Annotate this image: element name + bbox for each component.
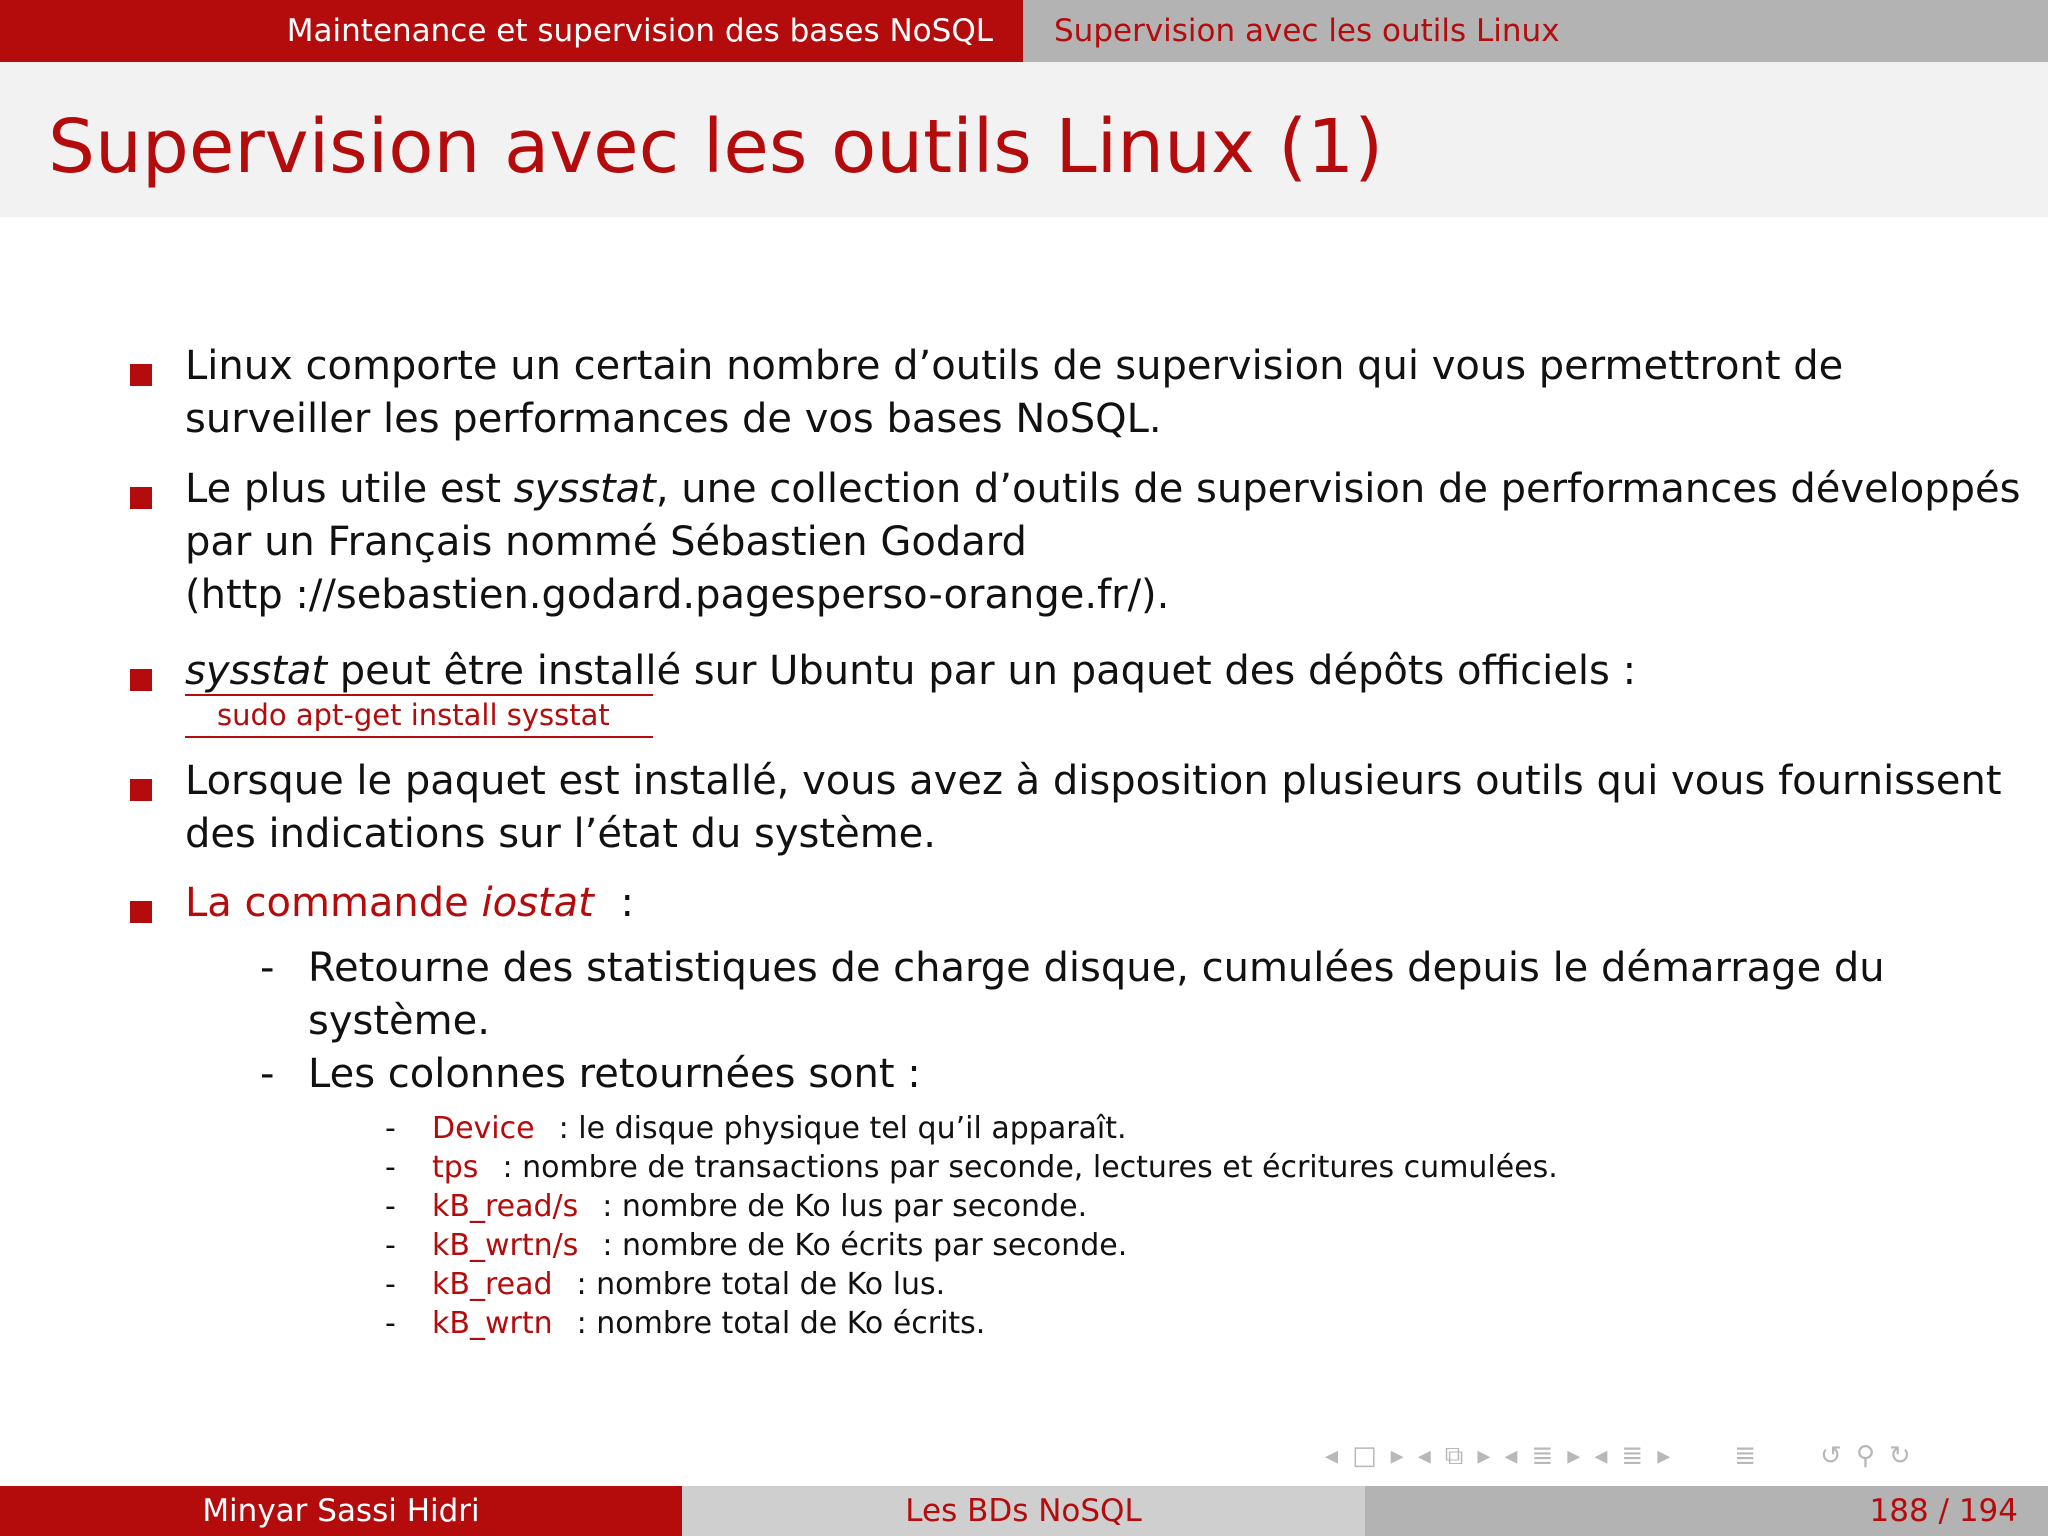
footer-page-number: 188 / 194: [1365, 1486, 2048, 1536]
column-item-kb-wrtn: [0, 1304, 2048, 1344]
column-item-kb-wrtn-per-s: [0, 1226, 2048, 1266]
column-term: [432, 1148, 1558, 1188]
dash-marker: -: [385, 1189, 396, 1224]
beamer-navigation-symbols: [1325, 1438, 1911, 1474]
section-next-icon[interactable]: ▸: [1567, 1441, 1581, 1471]
column-term: [432, 1265, 945, 1305]
column-item-kb-read-per-s: [0, 1187, 2048, 1227]
toc-icon[interactable]: ≣: [1734, 1441, 1757, 1471]
dash-marker: -: [385, 1228, 396, 1263]
bullet-line: surveiller les performances de vos bases NoSQL.: [185, 396, 1162, 442]
column-term-label: tps: [432, 1150, 479, 1185]
frame-prev-icon[interactable]: ◂: [1325, 1441, 1339, 1471]
column-description: : nombre de transactions par seconde, lectures et écritures cumulées.: [502, 1150, 1558, 1185]
dash-marker: -: [385, 1306, 396, 1341]
sysstat-url: (http ://sebastien.godard.pagesperso-orange.fr/).: [185, 572, 1170, 618]
sub-item-line: système.: [308, 998, 490, 1044]
sysstat-term: sysstat: [513, 466, 656, 512]
sub-item-text: Les colonnes retournées sont :: [308, 1051, 921, 1097]
nav-subsection-current[interactable]: Supervision avec les outils Linux: [1023, 0, 2048, 62]
install-command: sudo apt-get install sysstat: [217, 698, 610, 732]
column-term: [432, 1304, 985, 1344]
frame-icon[interactable]: □: [1352, 1441, 1377, 1471]
bullet-text: [185, 645, 1985, 698]
bullet-text-run: La commande: [185, 880, 482, 926]
bullet-line: [185, 645, 1985, 698]
subsection-list-next-icon[interactable]: ▸: [1657, 1441, 1671, 1471]
bullet-square-icon: [130, 901, 152, 923]
subsection-next-icon[interactable]: ▸: [1477, 1441, 1491, 1471]
section-prev-icon[interactable]: ◂: [1504, 1441, 1518, 1471]
column-term-label: kB_wrtn: [432, 1306, 553, 1341]
dash-marker: -: [385, 1111, 396, 1146]
bullet-text-run: :: [607, 880, 634, 926]
subsection-prev-icon[interactable]: ◂: [1417, 1441, 1431, 1471]
page-title: Supervision avec les outils Linux (1): [48, 104, 1384, 190]
search-icon[interactable]: ⚲: [1855, 1441, 1875, 1471]
footer-short-title: Les BDs NoSQL: [682, 1486, 1365, 1536]
sub-item-line: Retourne des statistiques de charge disque, cumulées depuis le démarrage du: [308, 945, 1885, 991]
column-term: [432, 1226, 1127, 1266]
column-description: : nombre total de Ko lus.: [576, 1267, 946, 1302]
column-term-label: kB_wrtn/s: [432, 1228, 579, 1263]
dash-marker: -: [385, 1150, 396, 1185]
command-block: [185, 694, 653, 738]
section-icon[interactable]: ≣: [1531, 1441, 1554, 1471]
column-description: : le disque physique tel qu’il apparaît.: [558, 1111, 1127, 1146]
bullet-line: des indications sur l’état du système.: [185, 811, 936, 857]
bullet-square-icon: [130, 779, 152, 801]
subsection-list-icon[interactable]: ≣: [1621, 1441, 1644, 1471]
bullet-text: [185, 755, 2002, 861]
nav-section-current[interactable]: Maintenance et supervision des bases NoSQL: [0, 0, 1023, 62]
bullet-square-icon: [130, 487, 152, 509]
bullet-square-icon: [130, 364, 152, 386]
column-description: : nombre total de Ko écrits.: [576, 1306, 986, 1341]
frame-title-bar: [0, 62, 2048, 217]
column-item-tps: [0, 1148, 2048, 1188]
undo-icon[interactable]: ↺: [1820, 1441, 1842, 1471]
column-term-label: kB_read: [432, 1267, 553, 1302]
subsection-icon[interactable]: ⧉: [1444, 1440, 1464, 1471]
top-navigation-bar: [0, 0, 2048, 62]
bullet-text: [185, 877, 1985, 930]
column-term: [432, 1109, 1127, 1149]
column-term: [432, 1187, 1087, 1227]
bullet-line: [185, 463, 2021, 516]
column-description: : nombre de Ko lus par seconde.: [602, 1189, 1088, 1224]
column-description: : nombre de Ko écrits par seconde.: [602, 1228, 1128, 1263]
sub-item-text: [308, 942, 1885, 1048]
bullet-square-icon: [130, 669, 152, 691]
subsection-list-prev-icon[interactable]: ◂: [1594, 1441, 1608, 1471]
footer-author: Minyar Sassi Hidri: [0, 1486, 682, 1536]
column-term-label: Device: [432, 1111, 535, 1146]
bullet-text: [185, 463, 2021, 622]
redo-icon[interactable]: ↻: [1888, 1441, 1911, 1471]
bullet-text-run: , une collection d’outils de supervision de performances développés: [655, 466, 2021, 512]
bullet-line: par un Français nommé Sébastien Godard: [185, 519, 1027, 565]
bullet-text-run: Le plus utile est: [185, 466, 514, 512]
bullet-line: Lorsque le paquet est installé, vous avez à disposition plusieurs outils qui vous fournissent: [185, 758, 2002, 804]
sysstat-term: sysstat: [185, 648, 328, 694]
bullet-text-run: peut être installé sur Ubuntu par un paquet des dépôts officiels :: [327, 648, 1637, 694]
dash-marker: -: [260, 945, 275, 991]
footer-bar: [0, 1486, 2048, 1536]
column-item-device: [0, 1109, 2048, 1149]
column-term-label: kB_read/s: [432, 1189, 579, 1224]
bullet-text: [185, 340, 1985, 446]
bullet-line: Linux comporte un certain nombre d’outils de supervision qui vous permettront de: [185, 343, 1844, 389]
iostat-term: iostat: [481, 880, 594, 926]
column-item-kb-read: [0, 1265, 2048, 1305]
dash-marker: -: [385, 1267, 396, 1302]
dash-marker: -: [260, 1051, 275, 1097]
frame-next-icon[interactable]: ▸: [1390, 1441, 1404, 1471]
